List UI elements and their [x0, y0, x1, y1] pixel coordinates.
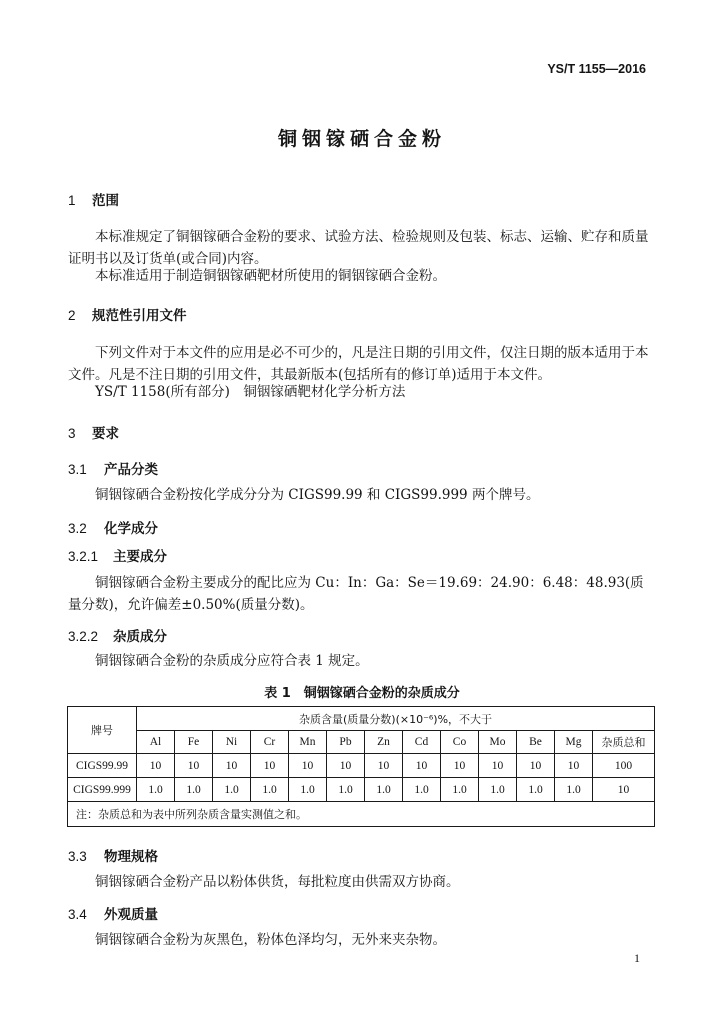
impurity-table [67, 706, 655, 827]
column-header: Cd [403, 731, 441, 754]
section-1-paragraph-2: 本标准适用于制造铜铟镓硒靶材所使用的铜铟镓硒合金粉。 [95, 268, 446, 284]
section-number: 3.2 [68, 521, 87, 536]
table-cell: 10 [327, 754, 365, 778]
section-number: 3 [68, 426, 76, 441]
table-cell: 10 [175, 754, 213, 778]
table-cell: 1.0 [213, 778, 251, 802]
page-number: 1 [634, 951, 640, 965]
section-title: 产品分类 [104, 462, 158, 478]
section-2-paragraph-1: 下列文件对于本文件的应用是必不可少的，凡是注日期的引用文件，仅注日期的版本适用于本文件。凡是不注日期的引用文件，其最新版本(包括所有的修订单)适用于本文件。 [68, 345, 649, 383]
table-caption: 表 1 铜铟镓硒合金粉的杂质成分 [264, 686, 460, 701]
grade-cell: CIGS99.99 [68, 754, 137, 778]
column-header: Al [137, 731, 175, 754]
table-cell: 1.0 [403, 778, 441, 802]
section-title: 要求 [92, 426, 119, 442]
section-3-3-paragraph: 铜铟镓硒合金粉产品以粉体供货，每批粒度由供需双方协商。 [95, 874, 460, 890]
table-cell: 100 [593, 754, 655, 778]
section-title: 杂质成分 [113, 629, 167, 645]
table-cell: 1.0 [441, 778, 479, 802]
table-cell: 1.0 [327, 778, 365, 802]
column-header: Be [517, 731, 555, 754]
impurity-group-header: 杂质含量(质量分数)(×10⁻⁶)%，不大于 [137, 707, 655, 731]
section-1-heading [68, 189, 119, 209]
column-header-row [68, 731, 655, 754]
table-cell: 1.0 [289, 778, 327, 802]
table-cell: 1.0 [251, 778, 289, 802]
section-2-heading [68, 304, 187, 324]
table-cell: 10 [593, 778, 655, 802]
table-cell: 1.0 [479, 778, 517, 802]
section-3-4-paragraph: 铜铟镓硒合金粉为灰黑色，粉体色泽均匀，无外来夹杂物。 [95, 932, 446, 948]
table-cell: 10 [403, 754, 441, 778]
section-3-heading [68, 422, 119, 442]
section-title: 规范性引用文件 [92, 308, 187, 324]
section-title: 外观质量 [104, 907, 158, 923]
column-header: Mn [289, 731, 327, 754]
grade-cell: CIGS99.999 [68, 778, 137, 802]
table-cell: 1.0 [137, 778, 175, 802]
section-number: 1 [68, 193, 76, 208]
column-header: Fe [175, 731, 213, 754]
table-cell: 10 [289, 754, 327, 778]
column-header: Mg [555, 731, 593, 754]
table-note: 注：杂质总和为表中所列杂质含量实测值之和。 [68, 802, 655, 827]
table-cell: 1.0 [365, 778, 403, 802]
section-3-3-heading [68, 845, 158, 865]
grade-header: 牌号 [68, 707, 137, 754]
column-header: Ni [213, 731, 251, 754]
table-cell: 1.0 [517, 778, 555, 802]
section-1-paragraph-1: 本标准规定了铜铟镓硒合金粉的要求、试验方法、检验规则及包装、标志、运输、贮存和质量证明书以及订货单(或合同)内容。 [68, 229, 649, 267]
table-cell: 10 [365, 754, 403, 778]
section-number: 2 [68, 308, 76, 323]
table-cell: 1.0 [175, 778, 213, 802]
section-3-2-2-heading [68, 625, 167, 645]
section-3-1-paragraph: 铜铟镓硒合金粉按化学成分分为 CIGS99.99 和 CIGS99.999 两个牌号。 [95, 487, 540, 503]
section-number: 3.4 [68, 907, 87, 922]
section-number: 3.2.1 [68, 549, 99, 564]
document-title: 铜铟镓硒合金粉 [277, 128, 446, 150]
section-title: 主要成分 [113, 549, 167, 565]
table-cell: 10 [251, 754, 289, 778]
column-header: Pb [327, 731, 365, 754]
normative-reference: YS/T 1158(所有部分) 铜铟镓硒靶材化学分析方法 [95, 384, 406, 400]
section-3-2-1-paragraph: 铜铟镓硒合金粉主要成分的配比应为 Cu：In：Ga：Se＝19.69：24.90：6.48：48.93(质量分数)，允许偏差±0.50%(质量分数)。 [68, 575, 644, 613]
column-header: Co [441, 731, 479, 754]
section-number: 3.1 [68, 462, 87, 477]
column-header: 杂质总和 [593, 731, 655, 754]
table-row [68, 754, 655, 778]
section-title: 物理规格 [104, 849, 158, 865]
table-row [68, 778, 655, 802]
section-3-2-heading [68, 517, 158, 537]
section-3-2-1-heading [68, 545, 167, 565]
table-cell: 10 [213, 754, 251, 778]
table-cell: 10 [137, 754, 175, 778]
column-header: Cr [251, 731, 289, 754]
section-3-2-2-paragraph: 铜铟镓硒合金粉的杂质成分应符合表 1 规定。 [95, 653, 369, 669]
section-3-4-heading [68, 903, 158, 923]
section-number: 3.3 [68, 849, 87, 864]
table-cell: 10 [517, 754, 555, 778]
section-3-1-heading [68, 458, 158, 478]
table-cell: 10 [555, 754, 593, 778]
table-cell: 10 [441, 754, 479, 778]
column-header: Zn [365, 731, 403, 754]
column-header: Mo [479, 731, 517, 754]
standard-number: YS/T 1155—2016 [547, 62, 646, 76]
section-number: 3.2.2 [68, 629, 99, 644]
section-title: 范围 [92, 193, 119, 209]
table-cell: 1.0 [555, 778, 593, 802]
section-title: 化学成分 [104, 521, 158, 537]
table-cell: 10 [479, 754, 517, 778]
